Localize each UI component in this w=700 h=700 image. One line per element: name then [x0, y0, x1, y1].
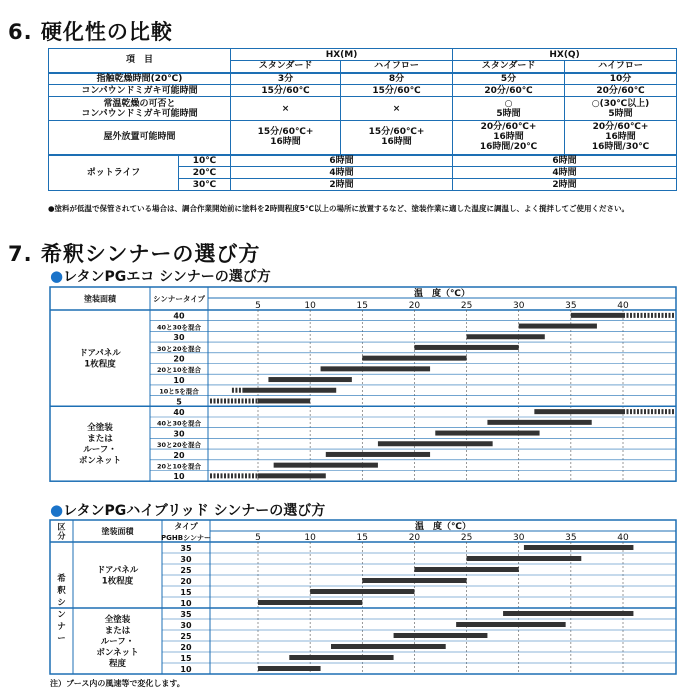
thinner-type: 10と5を混合	[159, 387, 199, 396]
tick-label: 35	[565, 301, 577, 311]
cell-value: 15分/60℃	[231, 85, 341, 97]
header-temperature: 温 度（℃）	[415, 522, 471, 532]
group-label: ドアパネル	[96, 565, 139, 576]
thinner-type: 20	[173, 450, 185, 460]
potlife-m: 6時間	[231, 155, 453, 167]
cell-value: 10分	[565, 73, 677, 85]
range-bar	[362, 578, 466, 583]
thinner-type: 10	[180, 665, 192, 674]
header-m-standard: スタンダード	[231, 61, 341, 73]
section7-title: 7. 希釈シンナーの選び方	[8, 242, 261, 266]
thinner-type: 40	[173, 408, 185, 417]
cell-value: 20分/60℃	[453, 85, 565, 97]
tick-label: 40	[617, 533, 629, 543]
thinner-type: 40と30を混合	[156, 323, 202, 332]
cell-value: 5分	[453, 73, 565, 85]
tick-label: 30	[512, 301, 525, 311]
thinner-type: 5	[176, 397, 182, 407]
potlife-temp: 20℃	[179, 167, 231, 179]
cell-value: 8分	[341, 73, 453, 85]
thinner-type: 30と20を混合	[156, 344, 202, 353]
chart1-subtitle-text: レタンPGエコ シンナーの選び方	[63, 269, 271, 285]
kubun-label: シ	[57, 597, 66, 608]
range-bar	[414, 567, 518, 572]
thinner-type: 40と30を混合	[156, 419, 202, 428]
potlife-q: 6時間	[453, 155, 677, 167]
tick-label: 15	[356, 301, 369, 311]
group-label: ドアパネル	[79, 348, 121, 359]
group-label: または	[104, 625, 131, 636]
range-bar	[331, 644, 446, 649]
header-kubun: 分	[57, 531, 66, 541]
group-label: 1枚程度	[84, 359, 116, 370]
group-label: ルーフ・	[100, 636, 135, 647]
header-type: シンナータイプ	[153, 294, 205, 304]
potlife-q: 4時間	[453, 167, 677, 179]
potlife-m: 2時間	[231, 179, 453, 191]
footnote: 注）ブース内の風速等で変化します。	[50, 679, 185, 688]
thinner-type: 30	[180, 555, 192, 564]
potlife-label: ポットライフ	[49, 155, 179, 191]
row-label: 屋外放置可能時間	[49, 121, 231, 155]
kubun-label: ン	[57, 609, 66, 620]
thinner-type: 30	[173, 429, 185, 439]
thinner-type: 35	[180, 610, 192, 619]
thinner-type: 10	[180, 599, 192, 608]
header-item: 項 目	[49, 49, 231, 73]
kubun-label: 希	[57, 573, 66, 584]
kubun-label: ナ	[57, 621, 66, 632]
thinner-type: 15	[180, 654, 192, 663]
group-label: 全塗装	[104, 614, 131, 625]
tick-label: 10	[304, 301, 316, 311]
potlife-temp: 10℃	[179, 155, 231, 167]
bullet-icon: ●	[50, 267, 64, 285]
range-bar	[456, 622, 565, 627]
thinner-type: 20と10を混合	[156, 366, 202, 375]
thinner-type: 20と10を混合	[156, 462, 202, 471]
tick-label: 25	[460, 533, 473, 543]
header-type: タイプ	[174, 522, 198, 531]
range-bar	[467, 556, 582, 561]
range-bar	[310, 589, 414, 594]
group-label: 全塗装	[87, 423, 113, 434]
tick-label: 5	[255, 301, 261, 311]
header-temperature: 温 度（℃）	[414, 289, 470, 299]
range-bar	[394, 633, 488, 638]
thinner-type: 35	[180, 544, 192, 553]
thinner-type: 20	[180, 577, 192, 586]
header-area: 塗装面積	[84, 294, 116, 304]
thinner-type: 30	[180, 621, 192, 630]
group-label: 程度	[108, 658, 127, 669]
potlife-m: 4時間	[231, 167, 453, 179]
thinner-type: 10	[173, 375, 185, 385]
header-q-standard: スタンダード	[453, 61, 565, 73]
thinner-type: 25	[180, 632, 192, 641]
thinner-type: 20	[173, 354, 185, 364]
header-hx-m: HX(M)	[231, 49, 453, 61]
cell-value: 15分/60℃	[341, 85, 453, 97]
tick-label: 25	[460, 301, 473, 311]
group-label: 1枚程度	[101, 576, 134, 587]
cell-value: ×	[231, 97, 341, 121]
chart2-subtitle-text: レタンPGハイブリッド シンナーの選び方	[63, 503, 326, 519]
group-label: ボンネット	[78, 456, 122, 467]
cell-value: ○ 5時間	[453, 97, 565, 121]
tick-label: 5	[255, 533, 261, 543]
range-bar	[524, 545, 634, 550]
bullet-icon: ●	[50, 501, 64, 519]
cell-value: 15分/60℃+ 16時間	[231, 121, 341, 155]
kubun-label: 釈	[57, 585, 66, 596]
header-type-sub: PGHBシンナー	[161, 534, 211, 542]
header-area: 塗装面積	[101, 527, 134, 536]
tick-label: 30	[512, 533, 525, 543]
section6-title: 6. 硬化性の比較	[8, 20, 173, 44]
tick-label: 40	[617, 301, 629, 311]
thinner-type: 40	[173, 311, 185, 321]
cell-value: 20分/60℃+ 16時間 16時間/30℃	[565, 121, 677, 155]
thinner-type: 30	[173, 333, 185, 343]
row-label: 指触乾燥時間(20℃)	[49, 73, 231, 85]
row-label: 常温乾燥の可否と コンパウンドミガキ可能時間	[49, 97, 231, 121]
range-bar	[258, 666, 321, 671]
cell-value: ○(30℃以上) 5時間	[565, 97, 677, 121]
tick-label: 10	[304, 533, 316, 543]
storage-note: ●塗料が低温で保管されている場合は、調合作業開始前に塗料を2時間程度5℃以上の場所に放置するなど、塗装作業に適した温度に調温し、よく撹拌してご使用ください。	[48, 204, 630, 213]
range-bar	[258, 600, 362, 605]
range-bar	[289, 655, 393, 660]
group-label: ルーフ・	[83, 445, 117, 456]
tick-label: 20	[408, 533, 421, 543]
tick-label: 35	[565, 533, 577, 543]
cell-value: 3分	[231, 73, 341, 85]
cell-value: ×	[341, 97, 453, 121]
cell-value: 20分/60℃+ 16時間 16時間/20℃	[453, 121, 565, 155]
kubun-label: ー	[57, 633, 66, 644]
row-label: コンパウンドミガキ可能時間	[49, 85, 231, 97]
thinner-type: 10	[173, 472, 185, 482]
thinner-type: 25	[180, 566, 192, 575]
thinner-type: 30と20を混合	[156, 441, 202, 450]
thinner-type: 15	[180, 588, 192, 597]
header-kubun: 区	[57, 522, 66, 532]
potlife-temp: 30℃	[179, 179, 231, 191]
range-bar	[503, 611, 633, 616]
tick-label: 20	[408, 301, 421, 311]
header-hx-q: HX(Q)	[453, 49, 677, 61]
group-label: ボンネット	[96, 647, 139, 658]
potlife-q: 2時間	[453, 179, 677, 191]
tick-label: 15	[356, 533, 369, 543]
thinner-type: 20	[180, 643, 192, 652]
cell-value: 20分/60℃	[565, 85, 677, 97]
cell-value: 15分/60℃+ 16時間	[341, 121, 453, 155]
header-m-highflow: ハイフロー	[341, 61, 453, 73]
group-label: または	[87, 434, 113, 445]
header-q-highflow: ハイフロー	[565, 61, 677, 73]
